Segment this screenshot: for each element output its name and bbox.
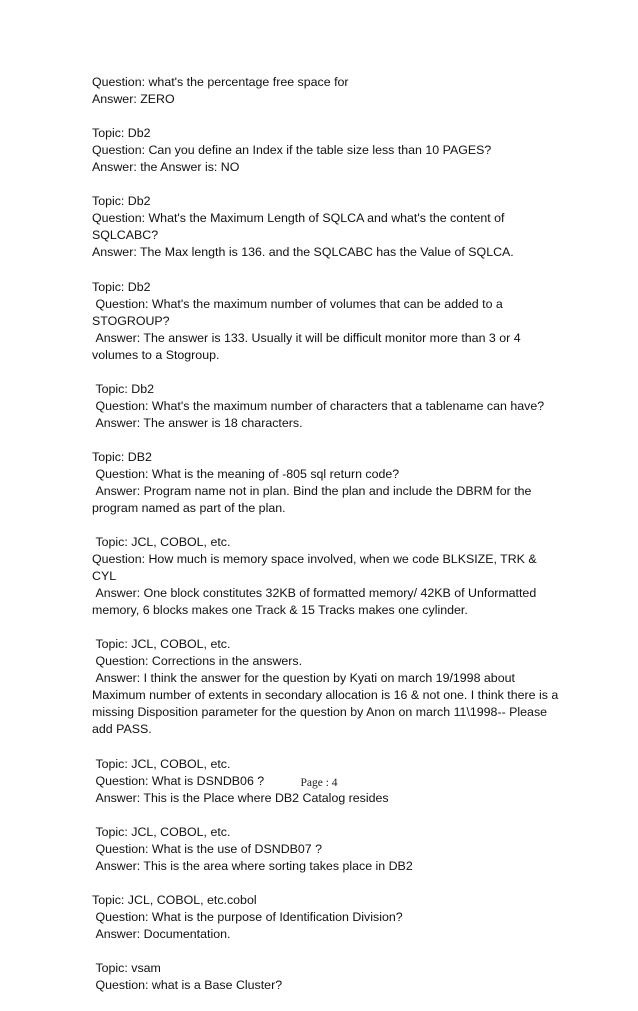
question-line: Question: What is the meaning of -805 sql return code? — [92, 466, 400, 481]
answer-line: Answer: This is the Place where DB2 Catalog resides — [92, 790, 389, 805]
answer-line: Answer: the Answer is: NO — [92, 160, 240, 175]
answer-line: Answer: One block constitutes 32KB of formatted memory/ 42KB of Unformatted memory, 6 blocks makes one Track & 15 Tracks makes one cylinder. — [92, 586, 540, 618]
qa-entry — [92, 74, 562, 108]
qa-entry — [92, 449, 562, 517]
qa-entry — [92, 892, 562, 943]
answer-line: Answer: ZERO — [92, 92, 175, 106]
topic-line: Topic: JCL, COBOL, etc. — [92, 535, 231, 550]
topic-line: Topic: JCL, COBOL, etc. — [92, 756, 231, 771]
qa-entry — [92, 636, 562, 738]
topic-line: Topic: Db2 — [92, 126, 151, 141]
qa-entry — [92, 960, 562, 994]
question-line: Question: What's the Maximum Length of SQLCA and what's the content of SQLCABC? — [92, 211, 508, 243]
answer-line: Answer: Documentation. — [92, 926, 231, 941]
question-line: Question: What is the use of DSNDB07 ? — [92, 841, 323, 856]
question-line: Question: What is DSNDB06 ? — [92, 773, 265, 788]
answer-line: Answer: This is the area where sorting takes place in DB2 — [92, 858, 413, 873]
topic-line: Topic: JCL, COBOL, etc. — [92, 824, 231, 839]
answer-line: Answer: The answer is 18 characters. — [92, 415, 303, 430]
topic-line: Topic: vsam — [92, 961, 161, 976]
question-line: Question: Can you define an Index if the table size less than 10 PAGES? — [92, 143, 492, 158]
answer-line: Answer: The answer is 133. Usually it will be difficult monitor more than 3 or 4 volumes to a Stogroup. — [92, 330, 525, 362]
topic-line: Topic: Db2 — [92, 381, 154, 396]
qa-entry — [92, 193, 562, 261]
answer-line: Answer: Program name not in plan. Bind the plan and include the DBRM for the program named as part of the plan. — [92, 483, 535, 515]
qa-entry — [92, 279, 562, 364]
question-line: Question: what is a Base Cluster? — [92, 978, 283, 993]
qa-entry — [92, 534, 562, 619]
question-line: Question: Corrections in the answers. — [92, 654, 303, 669]
question-line: Question: what's the percentage free space for — [92, 75, 349, 89]
question-line: Question: What is the purpose of Identification Division? — [92, 909, 403, 924]
answer-line: Answer: The Max length is 136. and the SQLCABC has the Value of SQLCA. — [92, 245, 514, 260]
question-line: Question: What's the maximum number of characters that a tablename can have? — [92, 398, 545, 413]
qa-entry — [92, 381, 562, 432]
qa-entry — [92, 824, 562, 875]
topic-line: Topic: Db2 — [92, 279, 151, 294]
answer-line: Answer: I think the answer for the question by Kyati on march 19/1998 about Maximum number of extents in secondary allocation is 16 & not one. I think there is a missing Disposition parameter for the question by Anon on march 11\1998-- Please add PASS. — [92, 671, 562, 737]
document-body — [92, 74, 562, 1011]
topic-line: Topic: JCL, COBOL, etc.cobol — [92, 892, 257, 907]
qa-entry — [92, 125, 562, 176]
topic-line: Topic: Db2 — [92, 194, 151, 209]
question-line: Question: How much is memory space involved, when we code BLKSIZE, TRK & CYL — [92, 552, 541, 584]
question-line: Question: What's the maximum number of volumes that can be added to a STOGROUP? — [92, 296, 507, 328]
topic-line: Topic: JCL, COBOL, etc. — [92, 637, 231, 652]
topic-line: Topic: DB2 — [92, 449, 152, 464]
page-number: Page : 4 — [300, 777, 338, 789]
